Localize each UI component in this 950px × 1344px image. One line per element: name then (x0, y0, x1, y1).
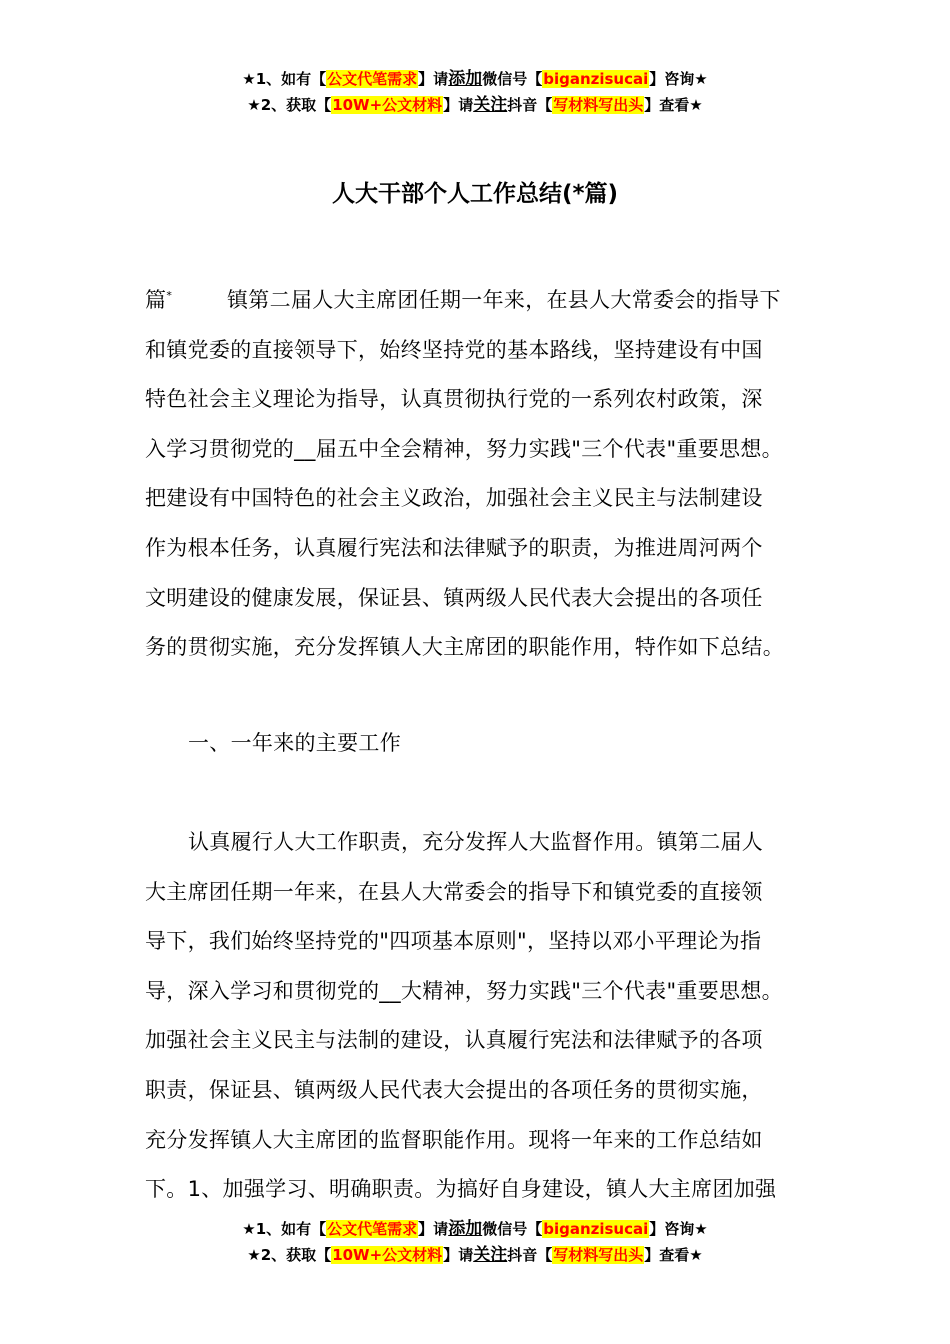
promo-highlight-materials: 10W+公文材料 (332, 1246, 443, 1264)
paragraph-line: 和镇党委的直接领导下，始终坚持党的基本路线，坚持建设有中国 (145, 337, 763, 362)
paragraph-2 (145, 818, 825, 1215)
paragraph-1 (145, 271, 825, 673)
promo-line-1: ★1、如有【公文代笔需求】请添加微信号【biganzisucai】咨询★ (242, 69, 708, 89)
paragraph-line: 加强社会主义民主与法制的建设，认真履行宪法和法律赋予的各项 (145, 1028, 763, 1053)
promo-highlight-service: 公文代笔需求 (327, 70, 418, 88)
paragraph-line: 充分发挥镇人大主席团的监督职能作用。现将一年来的工作总结如 (145, 1127, 763, 1152)
promo-line-2: ★2、获取【10W+公文材料】请关注抖音【写材料写出头】查看★ (247, 1245, 703, 1265)
paragraph-lead: 篇* (145, 288, 173, 312)
promo-highlight-service: 公文代笔需求 (327, 1220, 418, 1238)
paragraph-line: 导，深入学习和贯彻党的__大精神，努力实践"三个代表"重要思想。 (145, 978, 783, 1003)
promo-highlight-wechat-id: biganzisucai (543, 70, 649, 88)
section-heading-1: 一、一年来的主要工作 (188, 731, 401, 755)
top-promo-banner (0, 66, 950, 118)
promo-highlight-wechat-id: biganzisucai (543, 1220, 649, 1238)
paragraph-line: 认真履行人大工作职责，充分发挥人大监督作用。镇第二届人 (188, 830, 764, 854)
paragraph-line: 入学习贯彻党的__届五中全会精神，努力实践"三个代表"重要思想。 (145, 436, 783, 461)
promo-highlight-douyin: 写材料写出头 (553, 96, 644, 114)
paragraph-line: 导下，我们始终坚持党的"四项基本原则"，坚持以邓小平理论为指 (145, 929, 762, 954)
promo-line-1: ★1、如有【公文代笔需求】请添加微信号【biganzisucai】咨询★ (242, 1219, 708, 1239)
promo-highlight-douyin: 写材料写出头 (553, 1246, 644, 1264)
paragraph-line: 职责，保证县、镇两级人民代表大会提出的各项任务的贯彻实施， (145, 1077, 763, 1102)
promo-line-2: ★2、获取【10W+公文材料】请关注抖音【写材料写出头】查看★ (247, 95, 703, 115)
paragraph-line: 务的贯彻实施，充分发挥镇人大主席团的职能作用，特作如下总结。 (145, 635, 784, 660)
paragraph-line: 把建设有中国特色的社会主义政治，加强社会主义民主与法制建设 (145, 486, 763, 511)
paragraph-line: 作为根本任务，认真履行宪法和法律赋予的职责，为推进周河两个 (145, 535, 763, 560)
document-title: 人大干部个人工作总结(*篇) (331, 181, 619, 207)
promo-highlight-materials: 10W+公文材料 (332, 96, 443, 114)
paragraph-line: 篇* 镇第二届人大主席团任期一年来，在县人大常委会的指导下 (145, 271, 825, 326)
paragraph-line: 文明建设的健康发展，保证县、镇两级人民代表大会提出的各项任 (145, 585, 763, 610)
paragraph-line: 下。1、加强学习、明确职责。为搞好自身建设，镇人大主席团加强 (145, 1177, 777, 1202)
bottom-promo-banner (0, 1216, 950, 1268)
paragraph-line: 大主席团任期一年来，在县人大常委会的指导下和镇党委的直接领 (145, 879, 763, 904)
paragraph-line: 特色社会主义理论为指导，认真贯彻执行党的一系列农村政策，深 (145, 387, 763, 412)
